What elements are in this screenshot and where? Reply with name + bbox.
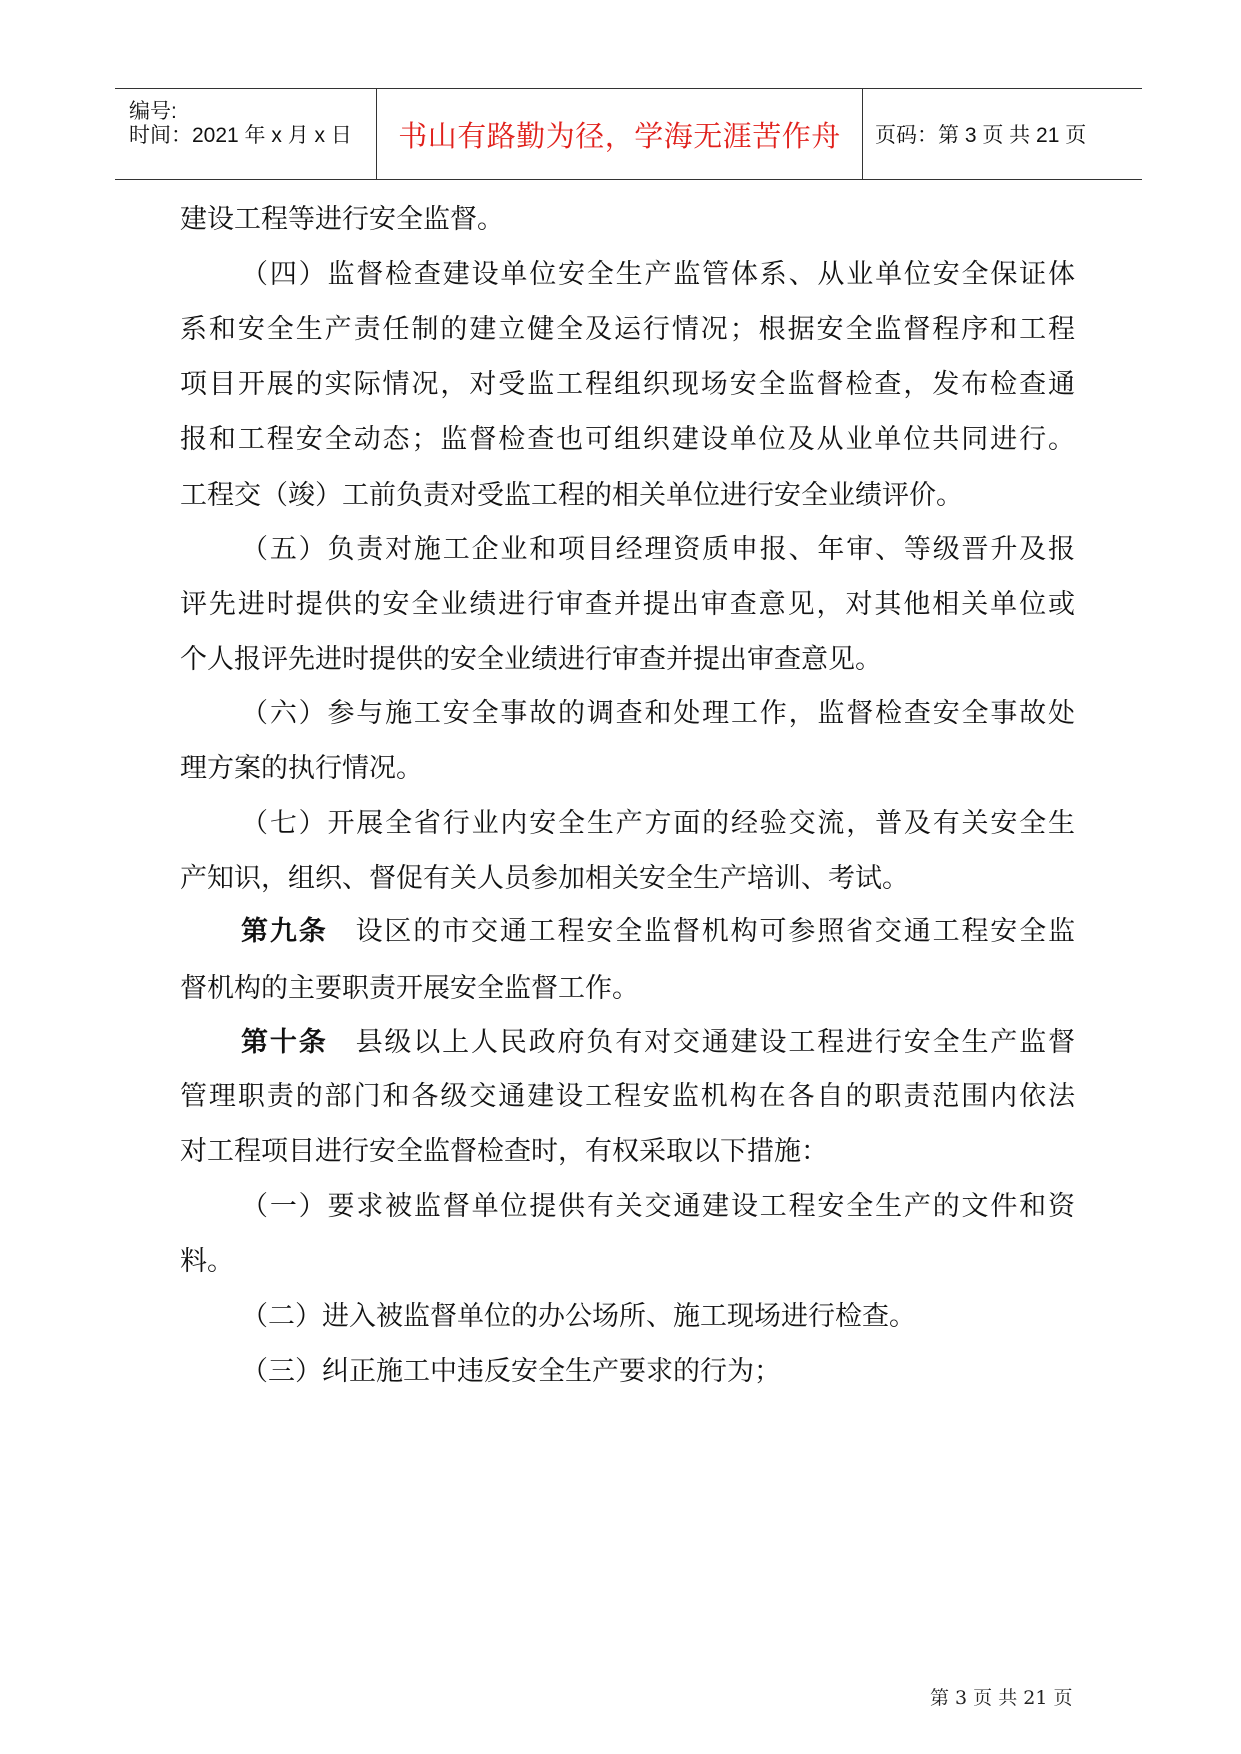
body-text: 设区的市交通工程安全监督机构可参照省交通工程安全监 [355,916,1076,947]
article-tenth-heading: 第十条 [241,1027,328,1058]
header-meta-cell [115,89,377,179]
body-line: 报和工程安全动态；监督检查也可组织建设单位及从业单位共同进行。 [180,424,1075,455]
header-motto: 书山有路勤为径，学海无涯苦作舟 [398,118,841,153]
body-line: （六）参与施工安全事故的调查和处理工作，监督检查安全事故处 [241,698,1075,729]
body-line: 建设工程等进行安全监督。 [180,204,504,235]
body-line: （一）要求被监督单位提供有关交通建设工程安全生产的文件和资 [241,1191,1075,1222]
article-ninth-heading: 第九条 [241,916,328,947]
body-line: 个人报评先进时提供的安全业绩进行审查并提出审查意见。 [180,644,882,675]
body-line: 产知识，组织、督促有关人员参加相关安全生产培训、考试。 [180,863,909,894]
body-line: 料。 [180,1246,234,1277]
body-line: 对工程项目进行安全监督检查时，有权采取以下措施： [180,1136,828,1167]
article-tenth-line [241,1026,1075,1060]
body-line: 工程交（竣）工前负责对受监工程的相关单位进行安全业绩评价。 [180,480,963,511]
header-page-cell [863,89,1142,179]
body-line: （五）负责对施工企业和项目经理资质申报、年审、等级晋升及报 [241,534,1075,565]
document-time-label: 时间：2021 年 x 月 x 日 [129,124,352,147]
article-ninth-line [241,915,1075,949]
document-number-label: 编号: [129,100,177,123]
body-line: 理方案的执行情况。 [180,753,423,784]
body-line: （四）监督检查建设单位安全生产监管体系、从业单位安全保证体 [241,259,1075,290]
page-footer: 第 3 页 共 21 页 [930,1687,1073,1709]
body-line: 系和安全生产责任制的建立健全及运行情况；根据安全监督程序和工程 [180,314,1075,345]
body-line: 督机构的主要职责开展安全监督工作。 [180,973,639,1004]
body-line: （三）纠正施工中违反安全生产要求的行为； [241,1356,781,1387]
page-header [115,88,1142,180]
body-text: 县级以上人民政府负有对交通建设工程进行安全生产监督 [355,1027,1076,1058]
body-line: （二）进入被监督单位的办公场所、施工现场进行检查。 [241,1301,916,1332]
header-page-info: 页码：第 3 页 共 21 页 [875,124,1087,147]
body-line: （七）开展全省行业内安全生产方面的经验交流，普及有关安全生 [241,808,1075,839]
body-line: 评先进时提供的安全业绩进行审查并提出审查意见，对其他相关单位或 [180,589,1075,620]
body-line: 项目开展的实际情况，对受监工程组织现场安全监督检查，发布检查通 [180,369,1075,400]
header-motto-cell [377,89,863,179]
body-line: 管理职责的部门和各级交通建设工程安监机构在各自的职责范围内依法 [180,1081,1075,1112]
